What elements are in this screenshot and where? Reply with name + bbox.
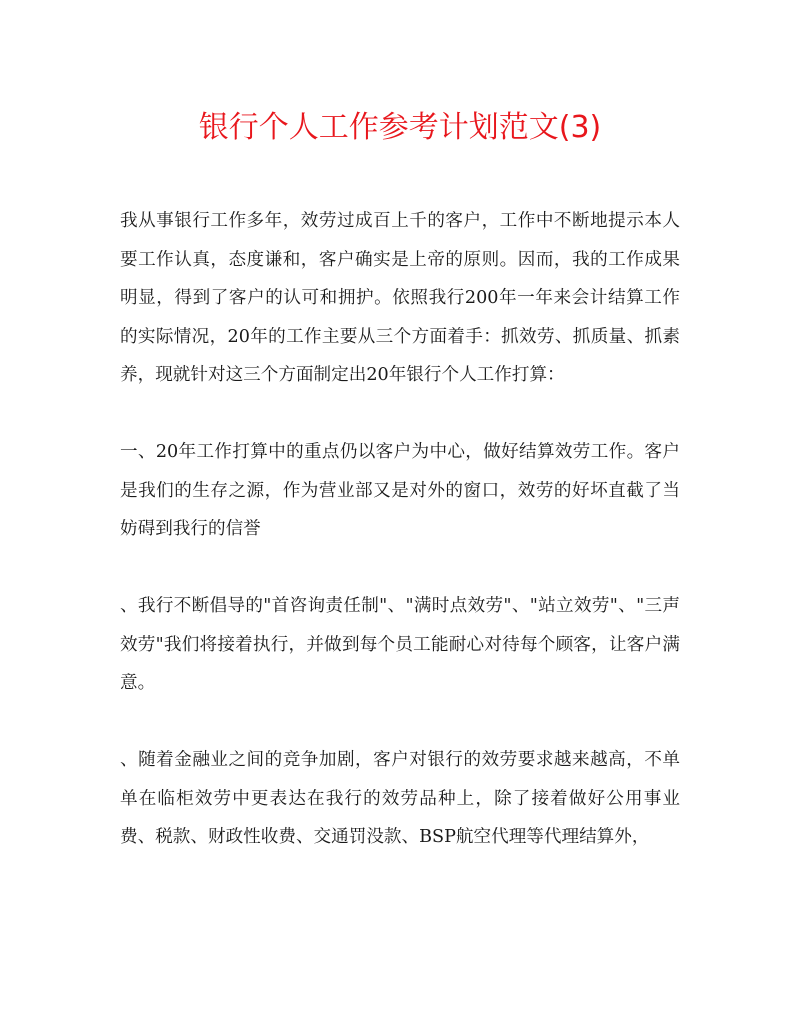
paragraph-service-policy: 、我行不断倡导的"首咨询责任制"、"满时点效劳"、"站立效劳"、"三声效劳"我们将接着执行，并做到每个员工能耐心对待每个顾客，让客户满意。 [120, 596, 680, 693]
document-title: 银行个人工作参考计划范文(3) [198, 110, 602, 145]
paragraph-competition: 、随着金融业之间的竞争加剧，客户对银行的效劳要求越来越高，不单单在临柜效劳中更表达在我行的效劳品种上，除了接着做好公用事业费、税款、财政性收费、交通罚没款、BSP航空代理等代理结算外， [120, 750, 680, 847]
document-body [120, 202, 680, 895]
paragraph-section-one: 一、20年工作打算中的重点仍以客户为中心，做好结算效劳工作。客户是我们的生存之源，作为营业部又是对外的窗口，效劳的好坏直截了当妨碍到我行的信誉 [120, 442, 680, 539]
paragraph-intro: 我从事银行工作多年，效劳过成百上千的客户，工作中不断地提示本人要工作认真，态度谦和，客户确实是上帝的原则。因而，我的工作成果明显，得到了客户的认可和拥护。依照我行200年一年来会计结算工作的实际情况，20年的工作主要从三个方面着手：抓效劳、抓质量、抓素养，现就针对这三个方面制定出20年银行个人工作打算： [120, 211, 680, 385]
